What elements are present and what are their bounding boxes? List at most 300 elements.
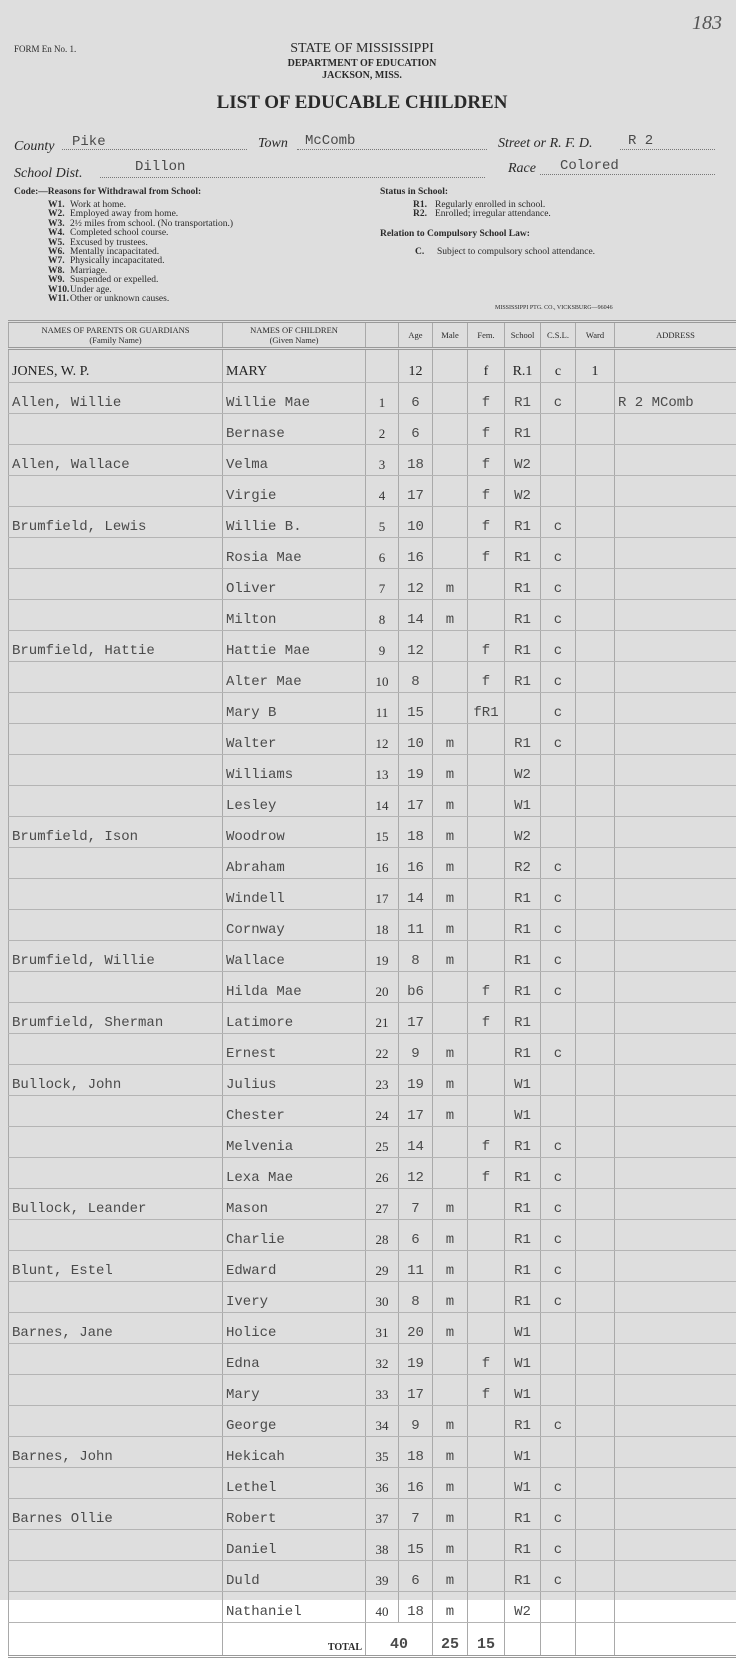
status-codes-list (413, 201, 551, 220)
code-desc: Excused by trustees. (70, 238, 148, 248)
cell-age: 19 (399, 1065, 433, 1096)
cell-male (433, 662, 468, 693)
cell-parent (9, 600, 223, 631)
cell-school: R1 (505, 1530, 541, 1561)
cell-csl (541, 786, 576, 817)
cell-parent (9, 755, 223, 786)
cell-male: m (433, 1530, 468, 1561)
cell-address (615, 507, 736, 538)
cell-age: 12 (399, 631, 433, 662)
cell-ward (576, 1313, 615, 1344)
cell-age: 16 (399, 848, 433, 879)
cell-school: W1 (505, 1313, 541, 1344)
cell-ward (576, 1468, 615, 1499)
cell-csl: c (541, 1499, 576, 1530)
cell-fem (468, 786, 505, 817)
cell-parent (9, 1406, 223, 1437)
cell-child: Latimore (223, 1003, 366, 1034)
cell-child: Willie B. (223, 507, 366, 538)
cell-fem: f (468, 631, 505, 662)
table-row (9, 879, 736, 910)
cell-child: Melvenia (223, 1127, 366, 1158)
cell-age: 15 (399, 693, 433, 724)
cell-age: 18 (399, 1592, 433, 1623)
cell-address (615, 910, 736, 941)
cell-csl: c (541, 507, 576, 538)
cell-school: R1 (505, 631, 541, 662)
cell-address (615, 693, 736, 724)
cell-male (433, 349, 468, 383)
cell-parent (9, 569, 223, 600)
cell-ward (576, 786, 615, 817)
table-row (9, 724, 736, 755)
cell-age: 12 (399, 349, 433, 383)
cell-address (615, 755, 736, 786)
cell-parent: Blunt, Estel (9, 1251, 223, 1282)
cell-parent (9, 910, 223, 941)
cell-male: m (433, 600, 468, 631)
cell-ward (576, 1282, 615, 1313)
cell-ward (576, 1437, 615, 1468)
cell-child: Lesley (223, 786, 366, 817)
cell-school: R1 (505, 1034, 541, 1065)
cell-parent (9, 1592, 223, 1623)
cell-num: 27 (366, 1189, 399, 1220)
code-desc: Physically incapacitated. (70, 256, 164, 266)
cell-age: 18 (399, 445, 433, 476)
cell-age: 12 (399, 1158, 433, 1189)
cell-parent (9, 724, 223, 755)
cell-parent (9, 848, 223, 879)
cell-csl: c (541, 848, 576, 879)
cell-age: 8 (399, 1282, 433, 1313)
cell-fem: f (468, 1127, 505, 1158)
county-value: Pike (72, 134, 106, 150)
cell-num: 17 (366, 879, 399, 910)
cell-num: 21 (366, 1003, 399, 1034)
cell-fem (468, 1561, 505, 1592)
code-key: W2. (48, 210, 70, 219)
table-row (9, 600, 736, 631)
cell-age: 14 (399, 879, 433, 910)
table-row (9, 910, 736, 941)
cell-ward (576, 848, 615, 879)
cell-child: Mary B (223, 693, 366, 724)
cell-child: Ivery (223, 1282, 366, 1313)
cell-parent (9, 476, 223, 507)
code-key: W3. (48, 220, 70, 229)
cell-address (615, 1251, 736, 1282)
cell-male: m (433, 1313, 468, 1344)
cell-child: Alter Mae (223, 662, 366, 693)
cell-male (433, 383, 468, 414)
table-row (9, 349, 736, 383)
table-row (9, 1375, 736, 1406)
cell-child: Nathaniel (223, 1592, 366, 1623)
cell-address (615, 786, 736, 817)
cell-csl (541, 476, 576, 507)
table-row (9, 693, 736, 724)
cell-child: Hekicah (223, 1437, 366, 1468)
total-label: TOTAL (223, 1623, 366, 1657)
cell-parent: Barnes, John (9, 1437, 223, 1468)
cell-ward (576, 445, 615, 476)
cell-parent (9, 1158, 223, 1189)
department-heading: DEPARTMENT OF EDUCATION (0, 58, 724, 69)
cell-child: Windell (223, 879, 366, 910)
cell-parent (9, 538, 223, 569)
cell-male (433, 1127, 468, 1158)
cell-school: R1 (505, 1561, 541, 1592)
cell-csl: c (541, 383, 576, 414)
cell-csl: c (541, 1282, 576, 1313)
cell-fem: f (468, 538, 505, 569)
cell-csl: c (541, 941, 576, 972)
cell-parent (9, 972, 223, 1003)
cell-male: m (433, 786, 468, 817)
printer-mark: MISSISSIPPI PTG. CO., VICKSBURG—96046 (495, 305, 613, 311)
cell-csl: c (541, 879, 576, 910)
cell-school: R1 (505, 414, 541, 445)
cell-address (615, 1437, 736, 1468)
cell-age: 17 (399, 1375, 433, 1406)
cell-num: 18 (366, 910, 399, 941)
cell-school: R1 (505, 1251, 541, 1282)
cell-age: 18 (399, 817, 433, 848)
cell-male: m (433, 1251, 468, 1282)
cell-csl: c (541, 538, 576, 569)
cell-child: Bernase (223, 414, 366, 445)
table-row (9, 786, 736, 817)
cell-num: 1 (366, 383, 399, 414)
cell-csl: c (541, 600, 576, 631)
cell-address (615, 1468, 736, 1499)
cell-parent: Brumfield, Hattie (9, 631, 223, 662)
cell-csl (541, 1096, 576, 1127)
cell-num: 33 (366, 1375, 399, 1406)
cell-child: Julius (223, 1065, 366, 1096)
cell-child: MARY (223, 349, 366, 383)
table-row (9, 1158, 736, 1189)
cell-csl (541, 1003, 576, 1034)
total-count: 40 (366, 1623, 433, 1657)
cell-fem (468, 879, 505, 910)
cell-parent: Brumfield, Sherman (9, 1003, 223, 1034)
cell-csl: c (541, 1158, 576, 1189)
cell-child: Robert (223, 1499, 366, 1530)
cell-address (615, 445, 736, 476)
withdrawal-codes-list (48, 201, 233, 304)
cell-ward (576, 662, 615, 693)
code-desc: Subject to compulsory school attendance. (437, 247, 595, 257)
cell-csl: c (541, 1406, 576, 1437)
code-desc: Mentally incapacitated. (70, 247, 159, 257)
table-row (9, 631, 736, 662)
cell-address (615, 1592, 736, 1623)
district-label: School Dist. (14, 166, 82, 182)
cell-ward (576, 569, 615, 600)
cell-male: m (433, 1065, 468, 1096)
children-table (8, 320, 736, 1658)
cell-parent (9, 1220, 223, 1251)
code-key: R1. (413, 201, 435, 210)
cell-male (433, 1158, 468, 1189)
city-heading: JACKSON, MISS. (0, 70, 724, 81)
cell-parent (9, 414, 223, 445)
cell-csl (541, 817, 576, 848)
cell-age: 16 (399, 1468, 433, 1499)
form-number: FORM En No. 1. (14, 44, 76, 54)
cell-parent: Bullock, Leander (9, 1189, 223, 1220)
cell-ward (576, 1375, 615, 1406)
cell-age: 6 (399, 1220, 433, 1251)
cell-male: m (433, 941, 468, 972)
cell-address (615, 1220, 736, 1251)
cell-address (615, 1344, 736, 1375)
header-children: NAMES OF CHILDREN (Given Name) (223, 322, 366, 349)
cell-ward (576, 414, 615, 445)
code-desc: Other or unknown causes. (70, 294, 169, 304)
cell-parent (9, 1530, 223, 1561)
cell-fem: fR1 (468, 693, 505, 724)
table-row (9, 1251, 736, 1282)
cell-csl: c (541, 972, 576, 1003)
cell-male (433, 1003, 468, 1034)
cell-parent (9, 1375, 223, 1406)
table-row (9, 1406, 736, 1437)
cell-child: Ernest (223, 1034, 366, 1065)
code-item (48, 295, 233, 304)
cell-ward (576, 507, 615, 538)
header-fem: Fem. (468, 322, 505, 349)
cell-school: W1 (505, 1437, 541, 1468)
cell-num: 10 (366, 662, 399, 693)
cell-age: 11 (399, 910, 433, 941)
cell-male (433, 476, 468, 507)
code-key: W7. (48, 257, 70, 266)
cell-age: 10 (399, 724, 433, 755)
cell-num: 38 (366, 1530, 399, 1561)
cell-age: 17 (399, 476, 433, 507)
cell-csl: c (541, 569, 576, 600)
cell-csl (541, 414, 576, 445)
cell-fem: f (468, 445, 505, 476)
cell-child: Mary (223, 1375, 366, 1406)
cell-ward (576, 476, 615, 507)
cell-num: 29 (366, 1251, 399, 1282)
cell-ward (576, 972, 615, 1003)
cell-school: R1 (505, 507, 541, 538)
cell-fem: f (468, 1003, 505, 1034)
code-desc: 2½ miles from school. (No transportation.) (70, 219, 233, 229)
cell-child: Edna (223, 1344, 366, 1375)
cell-age: 17 (399, 786, 433, 817)
cell-male: m (433, 755, 468, 786)
cell-fem: f (468, 507, 505, 538)
cell-ward (576, 941, 615, 972)
code-key: W10. (48, 286, 70, 295)
code-item (415, 248, 595, 257)
cell-csl: c (541, 1034, 576, 1065)
cell-child: Rosia Mae (223, 538, 366, 569)
cell-male: m (433, 1220, 468, 1251)
town-value: McComb (305, 133, 355, 149)
code-desc: Enrolled; irregular attendance. (435, 209, 551, 219)
cell-age: 14 (399, 1127, 433, 1158)
cell-parent: Barnes, Jane (9, 1313, 223, 1344)
cell-csl (541, 1592, 576, 1623)
table-row (9, 476, 736, 507)
header-address: ADDRESS (615, 322, 736, 349)
cell-child: Abraham (223, 848, 366, 879)
town-label: Town (258, 136, 288, 152)
header-school: School (505, 322, 541, 349)
cell-parent (9, 662, 223, 693)
cell-address (615, 1375, 736, 1406)
cell-address (615, 817, 736, 848)
cell-fem (468, 848, 505, 879)
cell-ward (576, 538, 615, 569)
table-row (9, 1592, 736, 1623)
cell-ward (576, 1096, 615, 1127)
cell-age: 7 (399, 1189, 433, 1220)
cell-parent (9, 1561, 223, 1592)
cell-num: 15 (366, 817, 399, 848)
cell-ward (576, 1127, 615, 1158)
table-row (9, 1468, 736, 1499)
code-desc: Completed school course. (70, 228, 168, 238)
cell-ward (576, 1220, 615, 1251)
cell-parent (9, 1344, 223, 1375)
cell-school: R1 (505, 1189, 541, 1220)
cell-num: 7 (366, 569, 399, 600)
street-label: Street or R. F. D. (498, 136, 593, 152)
cell-ward: 1 (576, 349, 615, 383)
cell-parent: Barnes Ollie (9, 1499, 223, 1530)
cell-child: Lethel (223, 1468, 366, 1499)
table-row (9, 1561, 736, 1592)
cell-school: R1 (505, 1499, 541, 1530)
cell-fem (468, 1251, 505, 1282)
cell-csl: c (541, 1561, 576, 1592)
cell-school: W2 (505, 1592, 541, 1623)
cell-num: 14 (366, 786, 399, 817)
cell-address (615, 1499, 736, 1530)
cell-ward (576, 1003, 615, 1034)
total-male: 25 (433, 1623, 468, 1657)
cell-parent: Allen, Willie (9, 383, 223, 414)
table-row (9, 414, 736, 445)
cell-school: R1 (505, 383, 541, 414)
cell-school: R.1 (505, 349, 541, 383)
table-row (9, 1530, 736, 1561)
cell-num: 3 (366, 445, 399, 476)
cell-address (615, 1282, 736, 1313)
cell-ward (576, 1158, 615, 1189)
cell-school: R1 (505, 941, 541, 972)
cell-num: 36 (366, 1468, 399, 1499)
cell-address (615, 600, 736, 631)
cell-school: R1 (505, 910, 541, 941)
code-key: W6. (48, 248, 70, 257)
law-codes-list (415, 248, 595, 257)
cell-parent: Bullock, John (9, 1065, 223, 1096)
cell-num: 40 (366, 1592, 399, 1623)
cell-fem (468, 1189, 505, 1220)
cell-child: Walter (223, 724, 366, 755)
document-title: LIST OF EDUCABLE CHILDREN (0, 92, 724, 114)
cell-male (433, 1375, 468, 1406)
cell-csl (541, 755, 576, 786)
cell-age: 20 (399, 1313, 433, 1344)
cell-csl: c (541, 631, 576, 662)
cell-school: R1 (505, 600, 541, 631)
cell-address (615, 1003, 736, 1034)
cell-num: 12 (366, 724, 399, 755)
table-row (9, 1189, 736, 1220)
district-value: Dillon (135, 159, 185, 175)
cell-ward (576, 631, 615, 662)
cell-fem: f (468, 383, 505, 414)
cell-fem (468, 1096, 505, 1127)
table-row (9, 1220, 736, 1251)
cell-parent (9, 1096, 223, 1127)
cell-ward (576, 755, 615, 786)
cell-fem (468, 1220, 505, 1251)
cell-address: R 2 MComb (615, 383, 736, 414)
table-row (9, 941, 736, 972)
cell-school: R1 (505, 1406, 541, 1437)
cell-age: 9 (399, 1034, 433, 1065)
cell-male (433, 631, 468, 662)
table-row (9, 445, 736, 476)
cell-school: R1 (505, 662, 541, 693)
cell-male: m (433, 1561, 468, 1592)
cell-child: Holice (223, 1313, 366, 1344)
cell-fem (468, 600, 505, 631)
cell-child: Daniel (223, 1530, 366, 1561)
table-row (9, 817, 736, 848)
cell-fem (468, 817, 505, 848)
code-desc: Regularly enrolled in school. (435, 200, 545, 210)
cell-ward (576, 1344, 615, 1375)
cell-age: 6 (399, 414, 433, 445)
cell-male: m (433, 910, 468, 941)
cell-address (615, 1127, 736, 1158)
cell-age: 11 (399, 1251, 433, 1282)
cell-csl (541, 445, 576, 476)
cell-child: Velma (223, 445, 366, 476)
code-key: W8. (48, 267, 70, 276)
cell-age: 9 (399, 1406, 433, 1437)
cell-address (615, 1189, 736, 1220)
cell-fem (468, 1468, 505, 1499)
cell-age: 8 (399, 941, 433, 972)
cell-child: Charlie (223, 1220, 366, 1251)
cell-school: W1 (505, 786, 541, 817)
cell-age: 7 (399, 1499, 433, 1530)
cell-parent: Brumfield, Lewis (9, 507, 223, 538)
cell-fem (468, 1592, 505, 1623)
cell-male: m (433, 569, 468, 600)
cell-address (615, 1065, 736, 1096)
cell-csl (541, 1065, 576, 1096)
cell-fem (468, 755, 505, 786)
cell-ward (576, 724, 615, 755)
law-title: Relation to Compulsory School Law: (380, 229, 530, 239)
cell-school: W1 (505, 1344, 541, 1375)
cell-child: Duld (223, 1561, 366, 1592)
